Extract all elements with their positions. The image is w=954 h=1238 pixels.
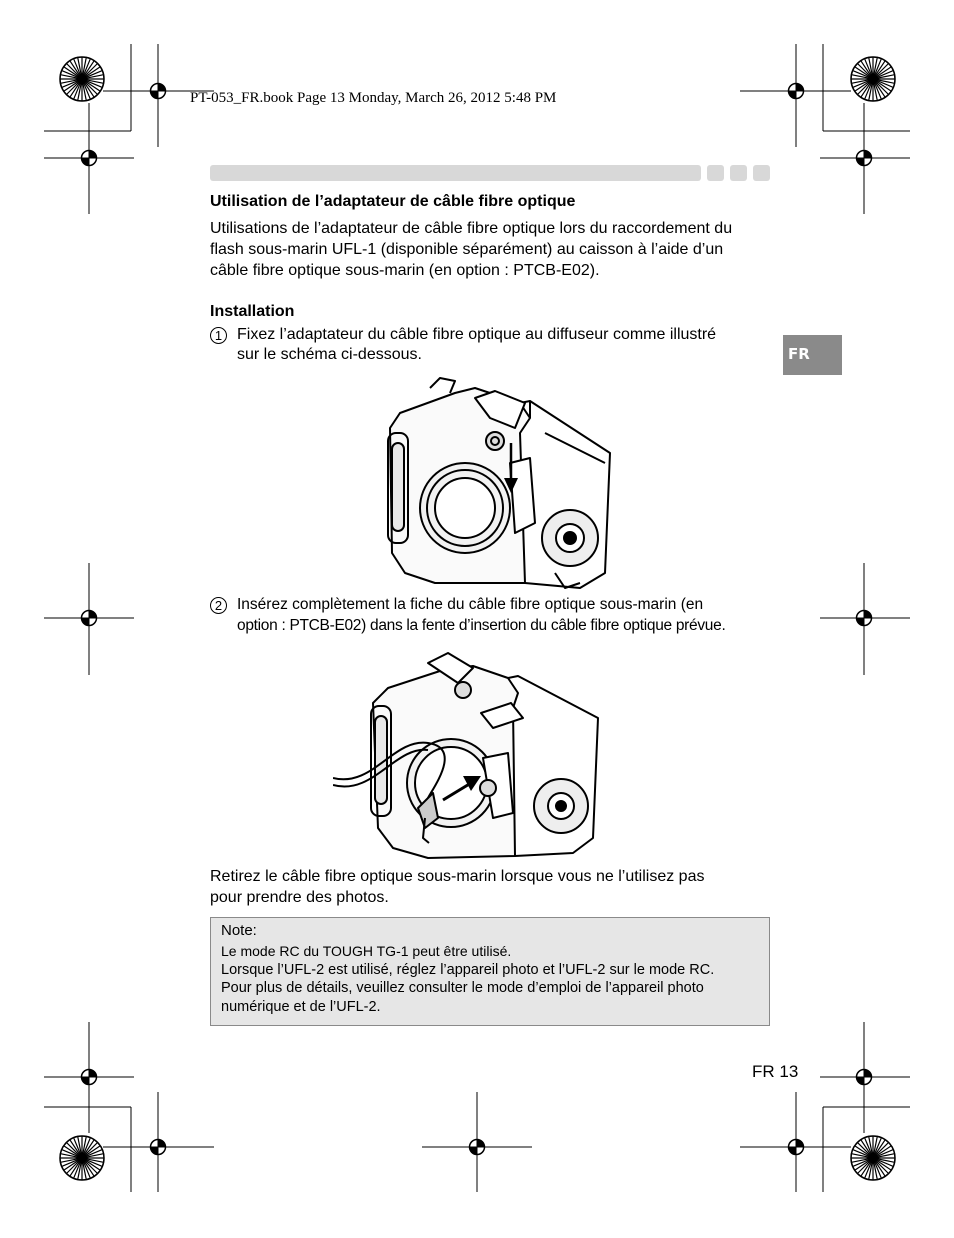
intro-line: câble fibre optique sous-marin (en option : PTCB-E02).	[210, 262, 600, 279]
book-info-header: PT-053_FR.book Page 13 Monday, March 26, 2012 5:48 PM	[190, 90, 557, 106]
step-line: sur le schéma ci-dessous.	[237, 346, 422, 363]
camera-housing-illustration	[380, 373, 615, 595]
note-line: Le mode RC du TOUGH TG-1 peut être utilisé.	[221, 943, 512, 959]
closing-line: Retirez le câble fibre optique sous-marin lorsque vous ne l’utilisez pas	[210, 868, 705, 885]
section-bar-square	[707, 165, 724, 181]
language-tab	[783, 335, 842, 375]
language-tab-label: FR	[788, 345, 810, 363]
page-number: FR 13	[752, 1062, 799, 1081]
section-title: Utilisation de l’adaptateur de câble fibre optique	[210, 193, 576, 210]
note-line: numérique et de l’UFL-2.	[221, 999, 381, 1015]
note-line: Pour plus de détails, veuillez consulter le mode d’emploi de l’appareil photo	[221, 980, 704, 996]
camera-housing-cable-illustration	[333, 648, 603, 866]
closing-line: pour prendre des photos.	[210, 889, 389, 906]
installation-heading: Installation	[210, 303, 295, 320]
step-line: option : PTCB-E02) dans la fente d’insertion du câble fibre optique prévue.	[237, 617, 726, 634]
step-number: 2	[210, 597, 227, 614]
step-line: Insérez complètement la fiche du câble fibre optique sous-marin (en	[237, 596, 704, 613]
section-bar-square	[753, 165, 770, 181]
note-title: Note:	[221, 922, 257, 939]
step-line: Fixez l’adaptateur du câble fibre optique au diffuseur comme illustré	[237, 326, 717, 343]
intro-line: Utilisations de l’adaptateur de câble fibre optique lors du raccordement du	[210, 220, 733, 237]
note-line: Lorsque l’UFL-2 est utilisé, réglez l’appareil photo et l’UFL-2 sur le mode RC.	[221, 962, 715, 978]
intro-line: flash sous-marin UFL-1 (disponible séparément) au caisson à l’aide d’un	[210, 241, 724, 258]
section-bar	[210, 165, 701, 181]
note-box	[210, 917, 770, 1026]
step-number: 1	[210, 327, 227, 344]
section-bar-square	[730, 165, 747, 181]
